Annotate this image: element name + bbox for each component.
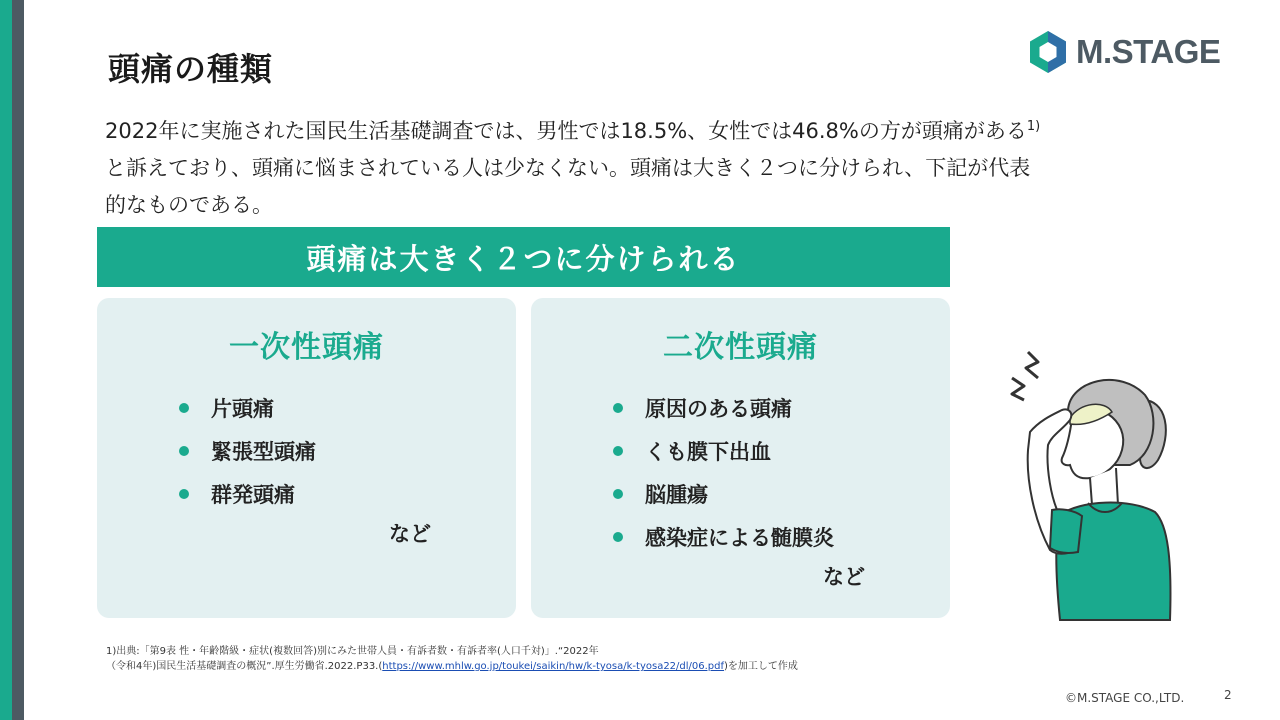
bullet-icon: [613, 532, 623, 542]
list-item: くも膜下出血: [613, 429, 834, 472]
list-item: 感染症による髄膜炎: [613, 515, 834, 558]
list-item: 脳腫瘍: [613, 472, 834, 515]
company-logo: [1028, 30, 1220, 74]
footnote-line-1: 1)出典:「第9表 性・年齢階級・症状(複数回答)別にみた世帯人員・有訴者数・有訴者率(人口千対)」.“2022年: [106, 646, 599, 657]
bullet-icon: [613, 446, 623, 456]
list-item: 群発頭痛: [179, 472, 316, 515]
secondary-headache-card: [531, 298, 950, 618]
slide-title: 頭痛の種類: [108, 50, 274, 88]
left-dark-bar: [12, 0, 24, 720]
list-item: 片頭痛: [179, 386, 316, 429]
intro-line-3: 的なものである。: [105, 193, 273, 217]
bullet-icon: [179, 446, 189, 456]
secondary-list: [613, 386, 834, 558]
category-banner: 頭痛は大きく２つに分けられる: [97, 227, 950, 287]
footnote-line-2: （令和4年)国民生活基礎調査の概況”.厚生労働省.2022.P33.(https://www.mhlw.go.jp/toukei/saikin/hw/k-tyosa/k-tyosa22/dl/06.pdf)を加工して作成: [106, 661, 798, 672]
source-link[interactable]: https://www.mhlw.go.jp/toukei/saikin/hw/k-tyosa/k-tyosa22/dl/06.pdf: [382, 661, 725, 672]
bullet-icon: [179, 489, 189, 499]
primary-headache-card: [97, 298, 516, 618]
intro-line-2: と訴えており、頭痛に悩まされている人は少なくない。頭痛は大きく２つに分けられ、下記が代表: [105, 156, 1031, 180]
copyright: ©M.STAGE CO.,LTD.: [1065, 691, 1185, 705]
intro-superscript: 1): [1026, 119, 1041, 134]
secondary-card-title: 二次性頭痛: [663, 330, 818, 365]
footnote: [106, 644, 1006, 674]
intro-line-1: 2022年に実施された国民生活基礎調査では、男性では18.5%、女性では46.8%の方が頭痛がある: [105, 119, 1027, 143]
list-item: 原因のある頭痛: [613, 386, 834, 429]
bullet-icon: [613, 403, 623, 413]
bullet-icon: [613, 489, 623, 499]
bullet-icon: [179, 403, 189, 413]
primary-list: [179, 386, 316, 515]
intro-paragraph: [105, 108, 1185, 224]
secondary-etc: など: [823, 565, 865, 589]
woman-headache-illustration: [990, 340, 1190, 630]
primary-card-title: 一次性頭痛: [229, 330, 384, 365]
logo-text: M.STAGE: [1076, 33, 1221, 70]
page-number: 2: [1224, 688, 1232, 702]
primary-etc: など: [389, 522, 431, 546]
list-item: 緊張型頭痛: [179, 429, 316, 472]
left-accent-bar: [0, 0, 12, 720]
hexagon-logo-icon: [1028, 30, 1068, 74]
